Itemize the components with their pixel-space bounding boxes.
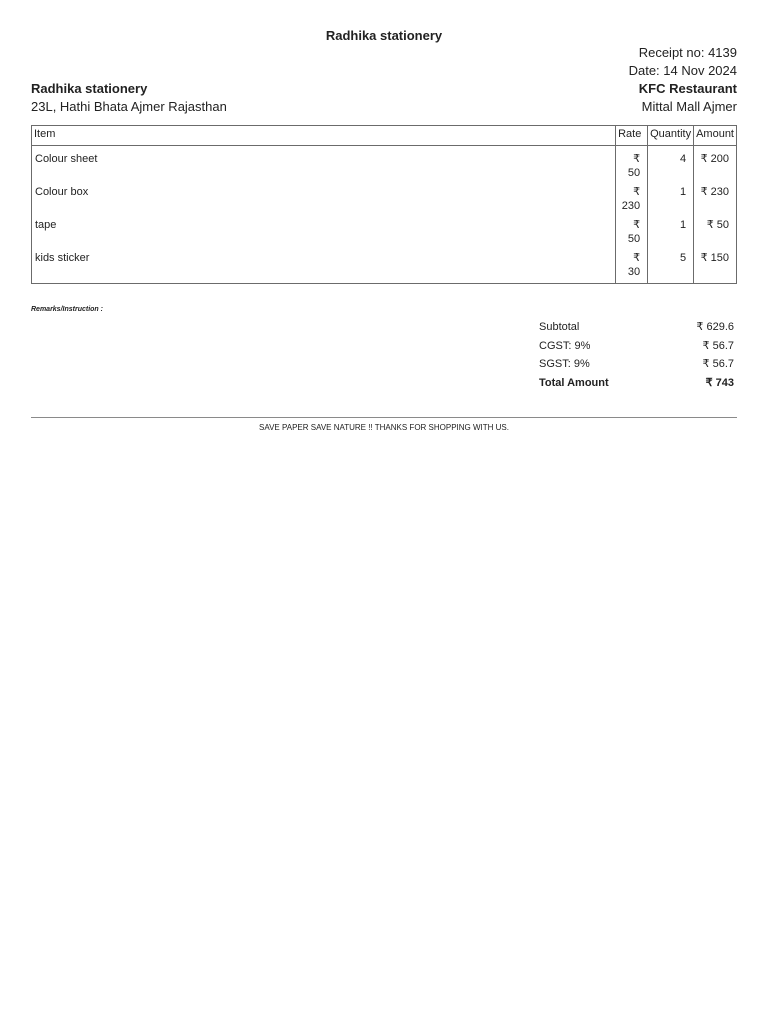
header-rate: Rate [616,126,648,146]
parties [31,80,737,116]
items-table [31,125,737,284]
receipt-number: Receipt no: 4139 [638,45,737,60]
sgst-value: ₹ 56.7 [702,358,734,370]
cell-quantity: 4 [648,146,694,183]
receipt-meta [31,44,737,80]
cell-item: Colour box [35,186,89,198]
cell-amount: ₹ 50 [694,215,737,248]
cell-amount: ₹ 230 [694,182,737,215]
cell-amount: ₹ 200 [694,146,737,183]
cgst-row [539,339,734,353]
cell-rate: ₹ 50 [616,146,648,183]
total-label: Total Amount [539,376,609,389]
subtotal-label: Subtotal [539,321,580,333]
cgst-label: CGST: 9% [539,339,591,352]
seller-name: Radhika stationery [31,81,148,96]
table-row [32,248,737,284]
totals-block [539,320,734,390]
table-row [32,146,737,183]
buyer-name: KFC Restaurant [638,81,737,96]
table-row [32,215,737,248]
cell-quantity: 1 [648,215,694,248]
receipt-title: Radhika stationery [325,28,443,43]
cell-item: tape [35,219,57,231]
seller-address: 23L, Hathi Bhata Ajmer Rajasthan [31,99,227,114]
header-quantity: Quantity [648,126,694,146]
table-header-row [32,126,737,146]
cell-item: kids sticker [35,252,90,264]
sgst-label: SGST: 9% [539,358,590,370]
cell-quantity: 5 [648,248,694,284]
header-item: Item [32,126,616,146]
cell-quantity: 1 [648,182,694,215]
cell-amount: ₹ 150 [694,248,737,284]
total-row [539,376,734,390]
total-value: ₹ 743 [705,376,734,389]
table-row [32,182,737,215]
seller-block [31,80,227,116]
remarks-label: Remarks/Instruction : [31,306,103,313]
receipt-date: Date: 14 Nov 2024 [628,63,737,78]
buyer-address: Mittal Mall Ajmer [641,99,737,114]
footer-note: SAVE PAPER SAVE NATURE !! THANKS FOR SHOPPING WITH US. [31,417,737,432]
cgst-value: ₹ 56.7 [702,339,734,352]
cell-item: Colour sheet [35,153,98,165]
buyer-block [639,80,737,116]
header-amount: Amount [694,126,737,146]
cell-rate: ₹ 230 [616,182,648,215]
cell-rate: ₹ 50 [616,215,648,248]
sgst-row [539,357,734,371]
cell-rate: ₹ 30 [616,248,648,284]
subtotal-row [539,320,734,334]
receipt [31,28,737,432]
subtotal-value: ₹ 629.6 [696,321,734,333]
